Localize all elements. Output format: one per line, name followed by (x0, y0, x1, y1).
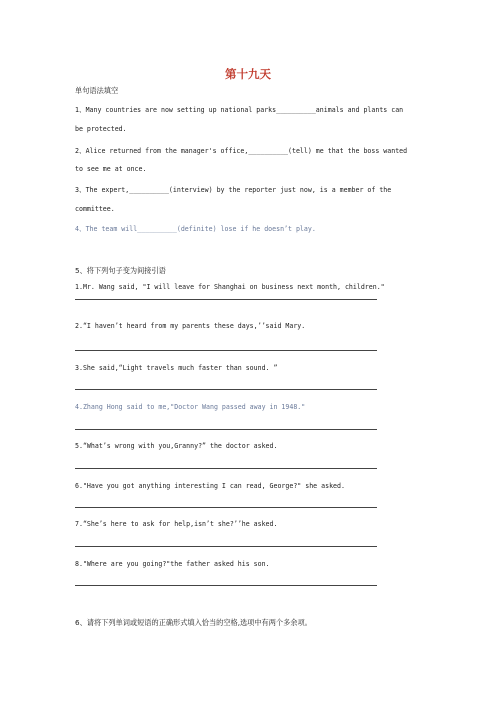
indirect-speech-item-3: 3.She said,“Light travels much faster than sound. ” (75, 364, 278, 372)
answer-line-8 (75, 585, 377, 586)
question-3-line-1: 3、The expert,__________(interview) by the reporter just now, is a member of the (75, 186, 392, 194)
question-1-line-1: 1、Many countries are now setting up national parks__________animals and plants can (75, 106, 404, 114)
indirect-speech-item-8: 8."Where are you going?"the father asked his son. (75, 560, 270, 568)
indirect-speech-item-6: 6."Have you got anything interesting I can read, George?" she asked. (75, 482, 345, 490)
answer-line-1 (75, 299, 377, 300)
answer-line-2 (75, 350, 377, 351)
section-heading-indirect-speech: 5、将下列句子变为间接引语 (75, 266, 166, 275)
question-1-line-2: be protected. (75, 125, 127, 133)
question-3-line-2: committee. (75, 205, 115, 213)
question-2-line-2: to see me at once. (75, 165, 147, 173)
answer-line-5 (75, 468, 377, 469)
page-title: 第十九天 (225, 67, 271, 81)
answer-line-3 (75, 389, 377, 390)
answer-line-7 (75, 546, 377, 547)
section-heading-word-fill: 6、请将下列单词或短语的正确形式填入恰当的空格,选项中有两个多余项。 (75, 618, 312, 627)
indirect-speech-item-5: 5.“What’s wrong with you,Granny?” the doctor asked. (75, 442, 278, 450)
answer-line-6 (75, 507, 377, 508)
answer-line-4 (75, 429, 377, 430)
section-heading-grammar-fill: 单句语法填空 (75, 86, 119, 95)
indirect-speech-item-1: 1.Mr. Wang said, "I will leave for Shanghai on business next month, children." (75, 283, 385, 291)
indirect-speech-item-7: 7.“She’s here to ask for help,isn’t she?’’he asked. (75, 520, 278, 528)
indirect-speech-item-4: 4.Zhang Hong said to me,"Doctor Wang passed away in 1948." (75, 403, 306, 411)
question-2-line-1: 2、Alice returned from the manager's office,__________(tell) me that the boss wanted (75, 147, 408, 155)
question-4: 4、The team will__________(definite) lose if he doesn’t play. (75, 225, 316, 233)
indirect-speech-item-2: 2.“I haven’t heard from my parents these days,’’said Mary. (75, 322, 306, 330)
